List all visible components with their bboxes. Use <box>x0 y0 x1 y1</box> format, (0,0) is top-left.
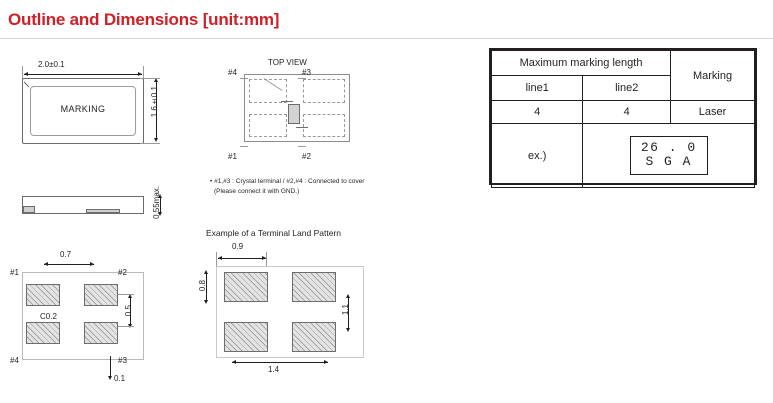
crystal-blank <box>288 104 300 124</box>
lp-center-top-arrow-left <box>218 256 222 260</box>
side-terminal-left <box>23 206 35 213</box>
lp-left-pad-2 <box>84 284 118 306</box>
package-side-view <box>22 196 144 214</box>
table-example-cell <box>583 124 755 188</box>
lp-center-bottom-arrow-right <box>324 360 328 364</box>
top-view-pin3-label: #3 <box>302 68 311 77</box>
lp-left-chamfer-label: C0.2 <box>40 312 57 321</box>
ext-line-top <box>140 78 160 79</box>
dim-width-line <box>24 74 142 75</box>
lp-center-pad-4 <box>224 322 268 352</box>
ext-line-bottom <box>140 143 160 144</box>
lp-left-pad-1 <box>26 284 60 306</box>
lp-left-bottom-line <box>110 356 111 378</box>
top-view-note-line1: • #1,#3 : Crystal terminal / #2,#4 : Connected to cover <box>210 178 365 185</box>
lp-center-left-arrow-down <box>204 300 208 304</box>
table-header-marking: Marking <box>671 51 755 101</box>
lp-center-pad-1 <box>224 272 268 302</box>
side-terminal-right <box>86 209 120 213</box>
lp-center-ext-1 <box>216 252 217 266</box>
marking-label: MARKING <box>60 104 106 114</box>
lp-center-left-label: 0.8 <box>198 280 207 292</box>
lp-left-padh-label: 0.5 <box>124 305 133 317</box>
lp-left-pad-4 <box>26 322 60 344</box>
lp-center-top-label: 0.9 <box>232 242 244 251</box>
lp-left-pitch-arrow-right <box>90 262 94 266</box>
leader-pin1 <box>240 146 248 147</box>
lp-left-bottom-arrow <box>108 376 112 380</box>
lp-left-pitch-label: 0.7 <box>60 250 72 259</box>
top-view-pin2-label: #2 <box>302 152 311 161</box>
leader-pin3 <box>298 78 306 79</box>
top-view-title: TOP VIEW <box>268 58 307 67</box>
top-view-electrode-1 <box>249 114 287 137</box>
lp-center-pad-3 <box>292 322 336 352</box>
lp-left-pitch-arrow-left <box>44 262 48 266</box>
dim-height-arrow-down <box>154 138 158 142</box>
lp-left-ext-a <box>118 294 134 295</box>
marking-example-line1: 26 . 0 <box>640 140 697 155</box>
lp-left-pin2-label: #2 <box>118 268 127 277</box>
lp-center-bottom-line <box>232 362 328 363</box>
dim-width-arrow-left <box>24 72 28 76</box>
lp-center-title: Example of a Terminal Land Pattern <box>206 228 341 238</box>
lp-center-left-arrow-up <box>204 270 208 274</box>
lp-left-pin4-label: #4 <box>10 356 19 365</box>
top-view-electrode-3 <box>303 79 345 103</box>
lp-left-pin3-label: #3 <box>118 356 127 365</box>
marking-example-line2: S G A <box>645 154 692 169</box>
dim-width-label: 2.0±0.1 <box>38 60 65 69</box>
lp-center-right-label: 1.1 <box>341 304 350 316</box>
table-val-line1: 4 <box>492 101 583 124</box>
table-val-marking: Laser <box>671 101 755 124</box>
lp-center-bottom-arrow-left <box>232 360 236 364</box>
lp-center-ext-2 <box>266 252 267 266</box>
leader-pin4 <box>240 78 248 79</box>
lp-left-pitch-line <box>44 264 94 265</box>
leader-pin2 <box>298 146 306 147</box>
top-view-electrode-2 <box>303 114 345 137</box>
table-col-line1: line1 <box>492 76 583 101</box>
crystal-lead-left <box>281 101 293 102</box>
dim-height-label: 1.6±0.1 <box>150 86 159 118</box>
lp-left-bottom-label: 0.1 <box>114 374 126 383</box>
lp-left-pad-3 <box>84 322 118 344</box>
lp-left-ext-b <box>118 326 134 327</box>
table-val-line2: 4 <box>583 101 671 124</box>
lp-center-top-line <box>218 258 266 259</box>
top-view-pin1-label: #1 <box>228 152 237 161</box>
table-col-line2: line2 <box>583 76 671 101</box>
top-view-pin4-label: #4 <box>228 68 237 77</box>
page-title: Outline and Dimensions [unit:mm] <box>8 10 280 29</box>
lp-center-right-arrow-down <box>346 328 350 332</box>
table-example-label: ex.) <box>492 124 583 188</box>
top-view-note-line2: (Please connect it with GND.) <box>214 188 300 195</box>
marking-table <box>489 48 757 185</box>
title-divider <box>0 38 773 39</box>
lp-center-right-arrow-up <box>346 294 350 298</box>
table-header-group: Maximum marking length <box>492 51 671 76</box>
dim-width-arrow-right <box>138 72 142 76</box>
dim-thickness-label: 0.55max. <box>152 186 161 219</box>
marking-example-box <box>630 136 708 175</box>
lp-center-bottom-label: 1.4 <box>268 365 280 374</box>
lp-left-pin1-label: #1 <box>10 268 19 277</box>
lp-center-pad-2 <box>292 272 336 302</box>
crystal-lead-right <box>296 127 308 128</box>
